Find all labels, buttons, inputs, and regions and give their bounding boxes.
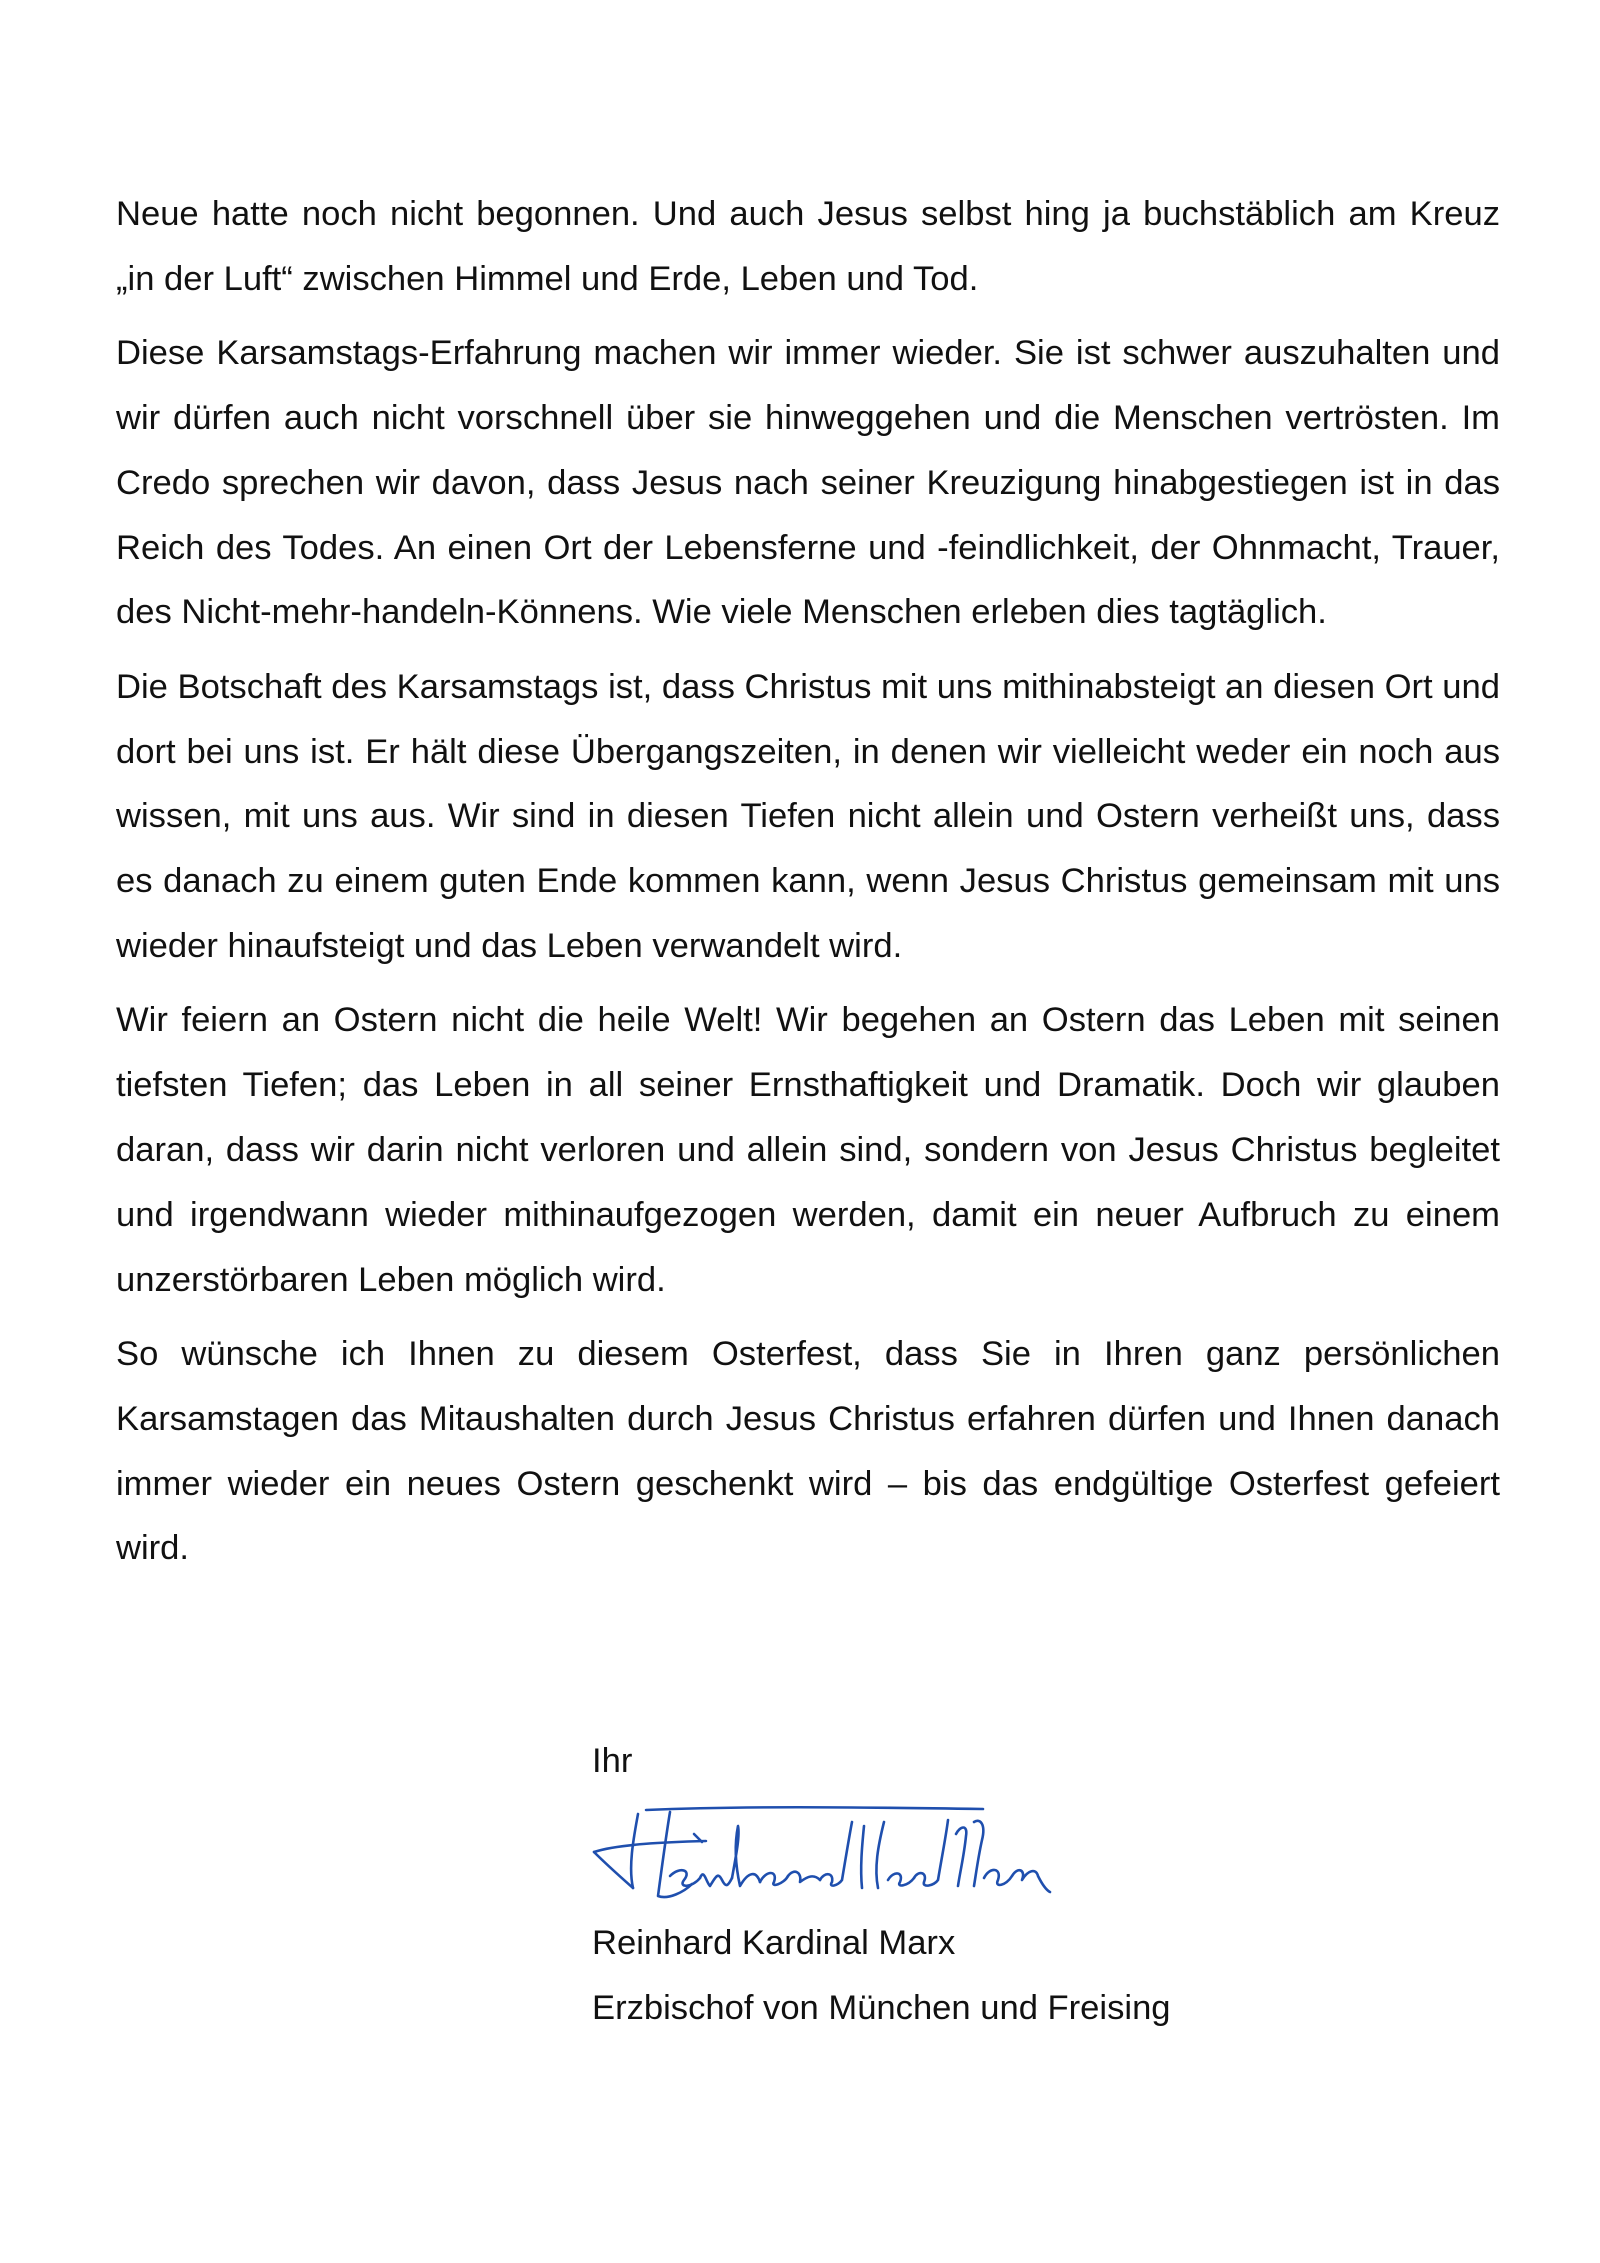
closing-salutation: Ihr [592,1742,633,1780]
paragraph-4: Wir feiern an Ostern nicht die heile Welt! Wir begehen an Ostern das Leben mit seinen tiefsten Tiefen; das Leben in all seiner Ernsthaftigkeit und Dramatik. Doch wir glauben daran, dass wir darin nicht verloren und allein sind, sondern von Jesus Christus begleitet und irgendwann wieder mithinaufgezogen werden, damit ein neuer Aufbruch zu einem unzerstörbaren Leben möglich wird. [116,1001,1500,1299]
paragraph-1: Neue hatte noch nicht begonnen. Und auch Jesus selbst hing ja buchstäblich am Kreuz „in der Luft“ zwischen Himmel und Erde, Leben und Tod. [116,195,1500,298]
signer-block [592,1911,1171,2041]
signature-icon [588,1796,1068,1906]
paragraph-2: Diese Karsamstags-Erfahrung machen wir immer wieder. Sie ist schwer auszuhalten und wir dürfen auch nicht vorschnell über sie hinweggehen und die Menschen vertrösten. Im Credo sprechen wir davon, dass Jesus nach seiner Kreuzigung hinabgestiegen ist in das Reich des Todes. An einen Ort der Lebensferne und -feindlichkeit, der Ohnmacht, Trauer, des Nicht-mehr-handeln-Könnens. Wie viele Menschen erleben dies tagtäglich. [116,334,1500,632]
signer-title: Erzbischof von München und Freising [592,1988,1171,2027]
letter-body [116,182,1500,1591]
paragraph-3: Die Botschaft des Karsamstags ist, dass Christus mit uns mithinabsteigt an diesen Ort und dort bei uns ist. Er hält diese Übergangszeiten, in denen wir vielleicht weder ein noch aus wissen, mit uns aus. Wir sind in diesen Tiefen nicht allein und Ostern verheißt uns, dass es danach zu einem guten Ende kommen kann, wenn Jesus Christus gemeinsam mit uns wieder hinaufsteigt und das Leben verwandelt wird. [116,667,1500,965]
signer-name: Reinhard Kardinal Marx [592,1924,956,1962]
paragraph-5: So wünsche ich Ihnen zu diesem Osterfest, dass Sie in Ihren ganz persönlichen Karsamstagen das Mitaushalten durch Jesus Christus erfahren dürfen und Ihnen danach immer wieder ein neues Ostern geschenkt wird – bis das endgültige Osterfest gefeiert wird. [116,1334,1500,1568]
closing-block [592,1729,632,1794]
